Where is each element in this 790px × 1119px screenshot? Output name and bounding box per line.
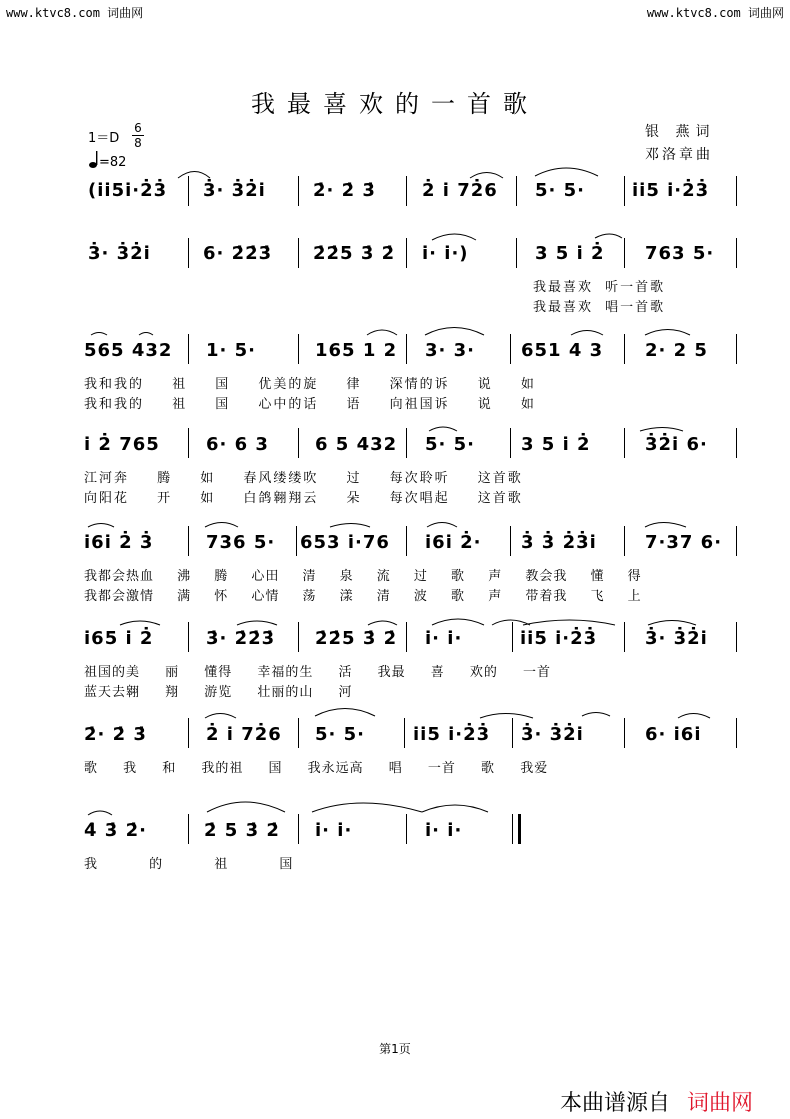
row5-lyric-verse1: 祖国的美 丽 懂得 幸福的生 活 我最 喜 欢的 一首 xyxy=(84,665,552,680)
row0-measure2: 3̇· 3̇2̇i̇ xyxy=(203,180,266,201)
row0-measure4: 2̇ i̇ 72̇6 xyxy=(422,180,498,201)
bar-line xyxy=(736,428,737,458)
key-signature: 1＝D xyxy=(88,131,120,146)
song-title: 我最喜欢的一首歌 xyxy=(251,90,539,118)
bar-line xyxy=(736,718,737,748)
row4-lyric-verse1: 我都会热血 沸 腾 心田 清 泉 流 过 歌 声 教会我 懂 得 xyxy=(84,569,642,584)
row5-measure1: i̇65 i̇ 2̇ xyxy=(84,628,154,649)
row1-measure6: 763 5· xyxy=(645,243,715,264)
row5-measure2: 3̇· 2̇2̇3̇ xyxy=(206,628,276,649)
row5-measure5: i̇i̇5 i̇·2̇3̇ xyxy=(520,628,598,649)
bar-line xyxy=(298,428,299,458)
row0-measure3: 2̇· 2̇ 3̇ xyxy=(313,180,376,201)
row1-measure3: 2̇2̇5 3̇ 2̇ xyxy=(313,243,396,264)
lyricist-credit: 银 燕词 xyxy=(645,124,716,140)
bar-line xyxy=(188,238,189,268)
row3-measure3: 6 5 432 xyxy=(315,434,398,455)
bar-line xyxy=(624,526,625,556)
bar-line xyxy=(298,622,299,652)
row2-measure2: 1· 5· xyxy=(206,340,256,361)
row0-measure6: i̇i̇5 i̇·2̇3̇ xyxy=(632,180,710,201)
brand-logo-text: 词曲网 xyxy=(687,1091,754,1116)
row5-measure6: 3̇· 3̇2̇i̇ xyxy=(645,628,708,649)
row1-measure1: 3̇· 3̇2̇i̇ xyxy=(88,243,151,264)
bar-line xyxy=(406,428,407,458)
row2-measure4: 3· 3· xyxy=(425,340,475,361)
bar-line xyxy=(406,334,407,364)
row3-measure6: 3̇2̇i̇ 6· xyxy=(645,434,708,455)
bar-line xyxy=(510,334,511,364)
row0-measure5: 5· 5· xyxy=(535,180,585,201)
bar-line xyxy=(188,718,189,748)
bar-line xyxy=(188,622,189,652)
row3-measure1: i̇ 2̇ 765 xyxy=(84,434,160,455)
row4-measure5: 3̇ 3̇ 2̇3̇i̇ xyxy=(521,532,597,553)
bar-line xyxy=(298,238,299,268)
bar-line xyxy=(516,238,517,268)
time-numerator: 6 xyxy=(132,121,144,136)
bar-line xyxy=(298,334,299,364)
watermark-right: www.ktvc8.com 词曲网 xyxy=(646,6,784,20)
row5-lyric-verse2: 蓝天去翱 翔 游览 壮丽的山 河 xyxy=(84,685,353,700)
row4-measure6: 7·37 6· xyxy=(645,532,723,553)
row6-lyric: 歌 我 和 我的祖 国 我永远高 唱 一首 歌 我爱 xyxy=(84,761,549,776)
row3-measure5: 3 5 i̇ 2̇ xyxy=(521,434,591,455)
row4-lyric-verse2: 我都会激情 满 怀 心情 荡 漾 清 波 歌 声 带着我 飞 上 xyxy=(84,589,642,604)
bar-line xyxy=(512,814,513,844)
bar-line xyxy=(624,238,625,268)
row1-lyric-verse2: 我最喜欢 唱一首歌 xyxy=(533,300,666,315)
bar-line xyxy=(188,814,189,844)
row6-measure6: 6· i̇6i̇ xyxy=(645,724,702,745)
row5-measure3: 2̇2̇5 3̇ 2̇ xyxy=(315,628,398,649)
row4-measure3: 653 i̇·76 xyxy=(300,532,390,553)
bar-line xyxy=(518,814,521,844)
row3-lyric-verse1: 江河奔 腾 如 春风缕缕吹 过 每次聆听 这首歌 xyxy=(84,471,523,486)
bar-line xyxy=(404,718,405,748)
row4-measure2: 736 5· xyxy=(206,532,276,553)
row6-measure1: 2̇· 2̇ 3̇ xyxy=(84,724,147,745)
source-credit-text: 本曲谱源自 xyxy=(560,1091,671,1116)
bar-line xyxy=(624,622,625,652)
bar-line xyxy=(298,176,299,206)
row3-measure4: 5· 5· xyxy=(425,434,475,455)
bar-line xyxy=(188,526,189,556)
row0-measure1: (i̇i̇5i̇·2̇3̇ xyxy=(88,180,168,201)
bar-line xyxy=(510,428,511,458)
row3-lyric-verse2: 向阳花 开 如 白鸽翱翔云 朵 每次唱起 这首歌 xyxy=(84,491,523,506)
row7-lyric: 我 的 祖 国 xyxy=(84,857,295,872)
row2-lyric-verse1: 我和我的 祖 国 优美的旋 律 深情的诉 说 如 xyxy=(84,377,536,392)
row6-measure2: 2̇ i̇ 72̇6 xyxy=(206,724,282,745)
bar-line xyxy=(736,622,737,652)
bar-line xyxy=(624,428,625,458)
row7-measure2: 2̇ 5 3̇ 2̇ xyxy=(204,820,280,841)
bar-line xyxy=(298,814,299,844)
bar-line xyxy=(736,238,737,268)
row2-measure3: 165 1 2 xyxy=(315,340,398,361)
bar-line xyxy=(406,622,407,652)
bar-line xyxy=(188,428,189,458)
tempo-marking: =82 xyxy=(99,155,127,170)
page-number: 第1页 xyxy=(379,1042,411,1056)
row6-measure5: 3̇· 3̇2̇i̇ xyxy=(521,724,584,745)
row2-measure5: 651 4 3 xyxy=(521,340,604,361)
bar-line xyxy=(406,814,407,844)
bar-line xyxy=(624,334,625,364)
bar-line xyxy=(188,334,189,364)
row6-measure3: 5· 5· xyxy=(315,724,365,745)
row4-measure4: i̇6i̇ 2̇· xyxy=(425,532,482,553)
row7-measure1: 4̇ 3̇ 2̇· xyxy=(84,820,147,841)
row2-measure6: 2· 2 5 xyxy=(645,340,708,361)
bar-line xyxy=(406,238,407,268)
row3-measure2: 6· 6 3 xyxy=(206,434,269,455)
row6-measure4: i̇i̇5 i̇·2̇3̇ xyxy=(413,724,491,745)
composer-credit: 邓洛章曲 xyxy=(645,147,713,163)
row4-measure1: i̇6i̇ 2̇ 3̇ xyxy=(84,532,154,553)
bar-line xyxy=(736,526,737,556)
watermark-left: www.ktvc8.com 词曲网 xyxy=(6,6,144,20)
bar-line xyxy=(406,526,407,556)
row1-measure5: 3 5 i̇ 2̇ xyxy=(535,243,605,264)
row1-measure4: i̇· i̇·) xyxy=(422,243,469,264)
row2-measure1: 565 432 xyxy=(84,340,173,361)
bar-line xyxy=(512,718,513,748)
bar-line xyxy=(512,622,513,652)
bar-line xyxy=(736,176,737,206)
bar-line xyxy=(624,176,625,206)
row7-measure3: i̇· i̇· xyxy=(315,820,353,841)
row7-measure4: i̇· i̇· xyxy=(425,820,463,841)
row2-lyric-verse2: 我和我的 祖 国 心中的话 语 向祖国诉 说 如 xyxy=(84,397,536,412)
time-signature xyxy=(132,121,144,150)
bar-line xyxy=(624,718,625,748)
bar-line xyxy=(296,526,297,556)
time-denominator: 8 xyxy=(134,136,142,150)
bar-line xyxy=(510,526,511,556)
bar-line xyxy=(298,718,299,748)
row5-measure4: i̇· i̇· xyxy=(425,628,463,649)
bar-line xyxy=(516,176,517,206)
source-credit xyxy=(560,1086,753,1117)
row1-measure2: 6· 2̇2̇3̇ xyxy=(203,243,273,264)
bar-line xyxy=(188,176,189,206)
row1-lyric-verse1: 我最喜欢 听一首歌 xyxy=(533,280,666,295)
bar-line xyxy=(736,334,737,364)
bar-line xyxy=(406,176,407,206)
